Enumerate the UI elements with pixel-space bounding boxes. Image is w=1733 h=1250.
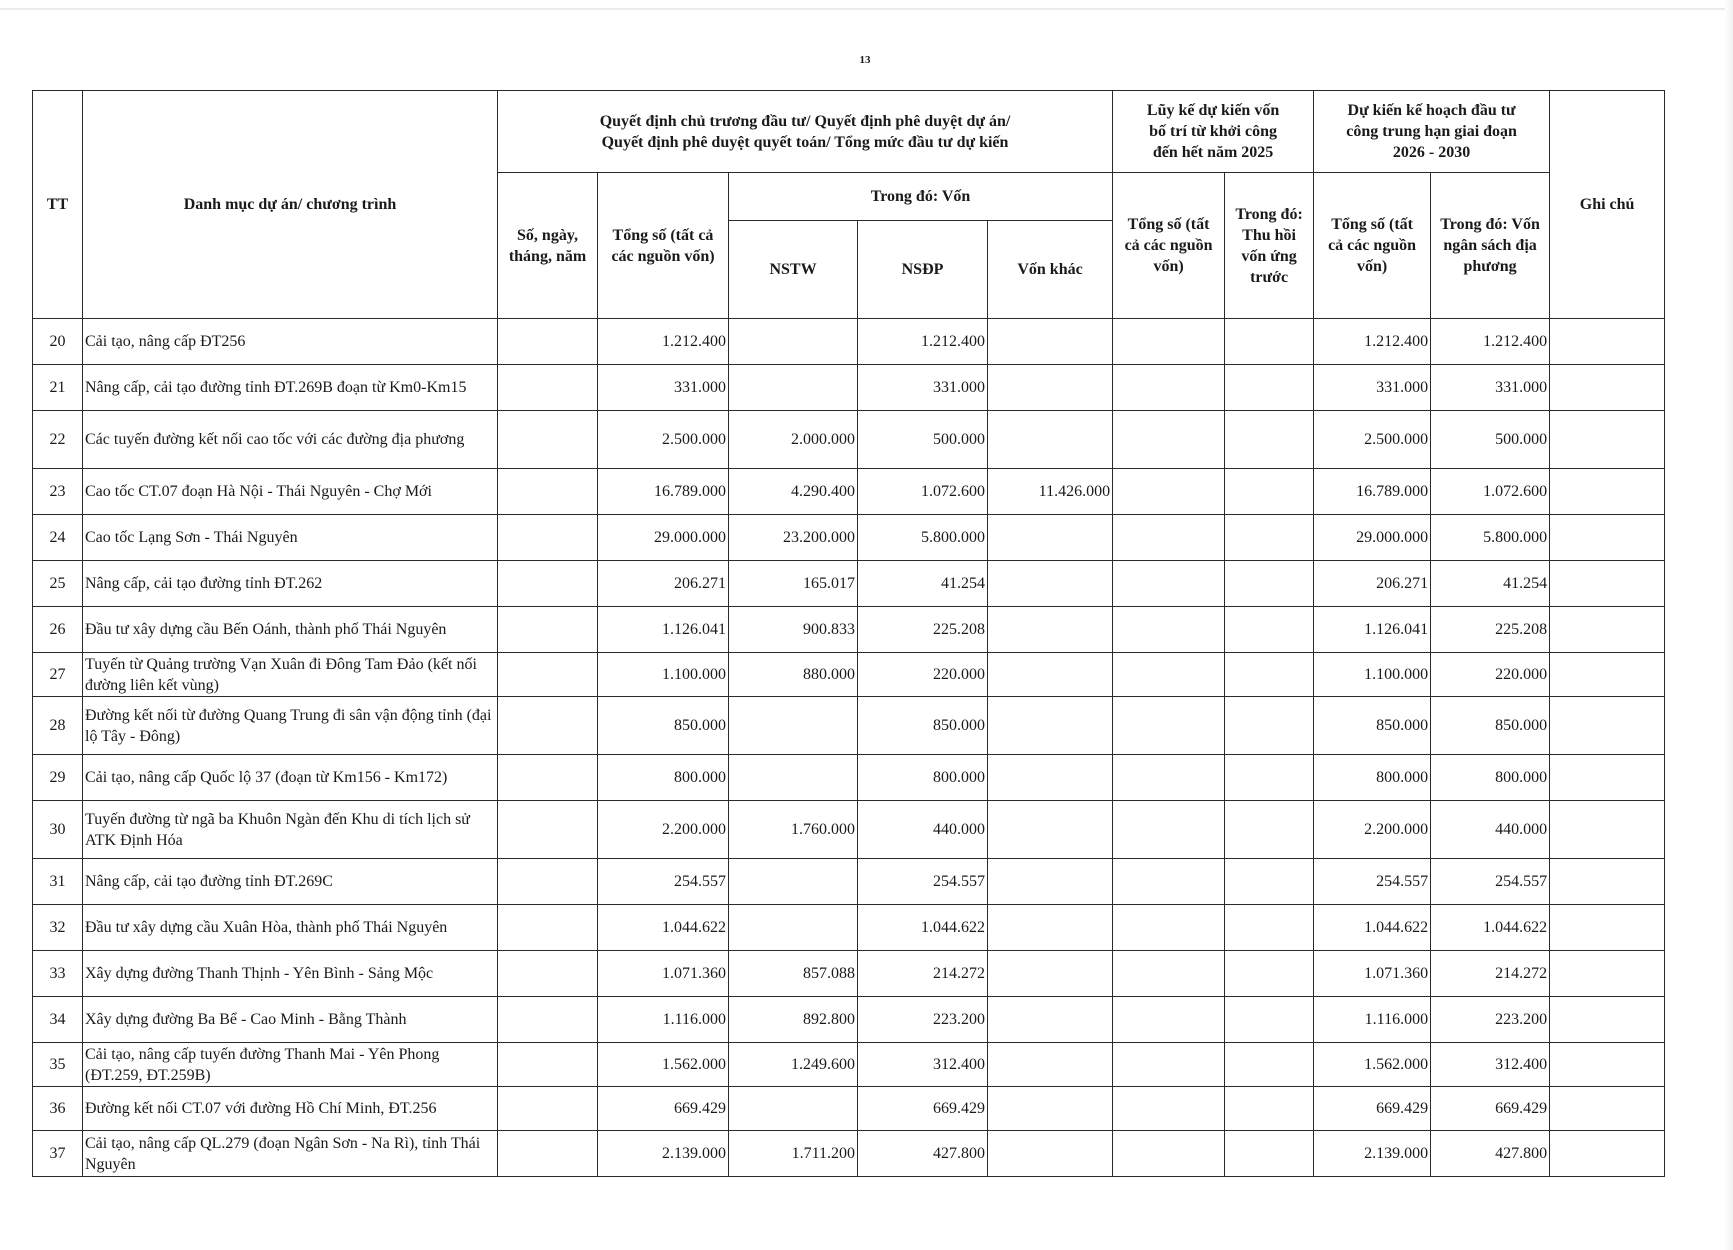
- row-so-ngay: [498, 801, 598, 859]
- row-ghi-chu: [1550, 755, 1665, 801]
- row-lk-thu-hoi: [1225, 859, 1314, 905]
- header-trong-do-nsdp: Trong đó: Vốn ngân sách địa phương: [1431, 173, 1550, 319]
- row-so-ngay: [498, 561, 598, 607]
- row-nstw: 900.833: [729, 607, 858, 653]
- row-tong: 254.557: [598, 859, 729, 905]
- row-tt: 30: [33, 801, 83, 859]
- row-dk-tong: 800.000: [1314, 755, 1431, 801]
- row-ghi-chu: [1550, 653, 1665, 697]
- row-dk-nsdp: 800.000: [1431, 755, 1550, 801]
- row-dk-nsdp: 214.272: [1431, 951, 1550, 997]
- table-row: [33, 319, 1665, 365]
- row-name: Nâng cấp, cải tạo đường tỉnh ĐT.269B đoạn từ Km0-Km15: [83, 365, 498, 411]
- row-dk-tong: 2.500.000: [1314, 411, 1431, 469]
- table-row: [33, 755, 1665, 801]
- row-dk-tong: 331.000: [1314, 365, 1431, 411]
- row-nstw: [729, 319, 858, 365]
- row-nstw: 1.711.200: [729, 1131, 858, 1177]
- row-tt: 20: [33, 319, 83, 365]
- header-tong-so-lk: Tổng số (tất cả các nguồn vốn): [1113, 173, 1225, 319]
- row-nsdp: 500.000: [858, 411, 988, 469]
- row-nstw: 23.200.000: [729, 515, 858, 561]
- row-lk-thu-hoi: [1225, 561, 1314, 607]
- row-dk-tong: 850.000: [1314, 697, 1431, 755]
- header-tt: TT: [33, 91, 83, 319]
- row-von-khac: [988, 365, 1113, 411]
- row-von-khac: [988, 997, 1113, 1043]
- row-lk-tong: [1113, 1043, 1225, 1087]
- row-lk-tong: [1113, 319, 1225, 365]
- row-ghi-chu: [1550, 1131, 1665, 1177]
- table-row: [33, 365, 1665, 411]
- row-dk-nsdp: 225.208: [1431, 607, 1550, 653]
- row-nsdp: 1.212.400: [858, 319, 988, 365]
- row-nstw: [729, 1087, 858, 1131]
- row-lk-tong: [1113, 469, 1225, 515]
- row-lk-thu-hoi: [1225, 997, 1314, 1043]
- row-tong: 1.100.000: [598, 653, 729, 697]
- header-ghi-chu: Ghi chú: [1550, 91, 1665, 319]
- header-nstw: NSTW: [729, 221, 858, 319]
- row-so-ngay: [498, 697, 598, 755]
- row-ghi-chu: [1550, 859, 1665, 905]
- row-dk-nsdp: 1.044.622: [1431, 905, 1550, 951]
- row-name: Xây dựng đường Thanh Thịnh - Yên Bình - Sảng Mộc: [83, 951, 498, 997]
- row-dk-nsdp: 440.000: [1431, 801, 1550, 859]
- row-nstw: [729, 697, 858, 755]
- row-nstw: 4.290.400: [729, 469, 858, 515]
- row-lk-tong: [1113, 859, 1225, 905]
- row-von-khac: [988, 951, 1113, 997]
- row-lk-thu-hoi: [1225, 411, 1314, 469]
- row-so-ngay: [498, 607, 598, 653]
- row-dk-tong: 206.271: [1314, 561, 1431, 607]
- row-nsdp: 440.000: [858, 801, 988, 859]
- row-name: Đường kết nối CT.07 với đường Hồ Chí Minh, ĐT.256: [83, 1087, 498, 1131]
- row-nsdp: 223.200: [858, 997, 988, 1043]
- row-so-ngay: [498, 1043, 598, 1087]
- row-dk-tong: 1.116.000: [1314, 997, 1431, 1043]
- row-lk-tong: [1113, 905, 1225, 951]
- row-tong: 1.212.400: [598, 319, 729, 365]
- row-name: Cải tạo, nâng cấp ĐT256: [83, 319, 498, 365]
- table-row: [33, 653, 1665, 697]
- row-von-khac: [988, 515, 1113, 561]
- page-number: 13: [859, 54, 871, 66]
- row-dk-nsdp: 5.800.000: [1431, 515, 1550, 561]
- row-name: Tuyến từ Quảng trường Vạn Xuân đi Đông Tam Đảo (kết nối đường liên kết vùng): [83, 653, 498, 697]
- header-danh-muc: Danh mục dự án/ chương trình: [83, 91, 498, 319]
- row-tt: 31: [33, 859, 83, 905]
- row-lk-tong: [1113, 653, 1225, 697]
- row-tt: 26: [33, 607, 83, 653]
- row-dk-tong: 2.200.000: [1314, 801, 1431, 859]
- row-name: Đường kết nối từ đường Quang Trung đi sân vận động tỉnh (đại lộ Tây - Đông): [83, 697, 498, 755]
- row-nsdp: 254.557: [858, 859, 988, 905]
- row-dk-nsdp: 220.000: [1431, 653, 1550, 697]
- row-nstw: 880.000: [729, 653, 858, 697]
- row-tong: 1.562.000: [598, 1043, 729, 1087]
- row-so-ngay: [498, 905, 598, 951]
- row-name: Đầu tư xây dựng cầu Bến Oánh, thành phố Thái Nguyên: [83, 607, 498, 653]
- row-dk-tong: 16.789.000: [1314, 469, 1431, 515]
- row-lk-thu-hoi: [1225, 365, 1314, 411]
- row-name: Tuyến đường từ ngã ba Khuôn Ngàn đến Khu di tích lịch sử ATK Định Hóa: [83, 801, 498, 859]
- row-nstw: [729, 859, 858, 905]
- row-so-ngay: [498, 951, 598, 997]
- row-dk-nsdp: 254.557: [1431, 859, 1550, 905]
- row-von-khac: [988, 1131, 1113, 1177]
- investment-table: [32, 90, 1665, 1177]
- row-so-ngay: [498, 1087, 598, 1131]
- table-row: [33, 411, 1665, 469]
- row-nsdp: 1.044.622: [858, 905, 988, 951]
- row-ghi-chu: [1550, 905, 1665, 951]
- row-tong: 850.000: [598, 697, 729, 755]
- row-dk-tong: 254.557: [1314, 859, 1431, 905]
- row-tong: 16.789.000: [598, 469, 729, 515]
- row-lk-thu-hoi: [1225, 1131, 1314, 1177]
- row-nsdp: 5.800.000: [858, 515, 988, 561]
- row-von-khac: [988, 607, 1113, 653]
- row-so-ngay: [498, 653, 598, 697]
- row-tt: 21: [33, 365, 83, 411]
- row-tt: 23: [33, 469, 83, 515]
- row-lk-thu-hoi: [1225, 515, 1314, 561]
- row-nstw: 1.760.000: [729, 801, 858, 859]
- row-lk-thu-hoi: [1225, 951, 1314, 997]
- row-so-ngay: [498, 1131, 598, 1177]
- row-nstw: 857.088: [729, 951, 858, 997]
- header-tong-so-qd: Tổng số (tất cả các nguồn vốn): [598, 173, 729, 319]
- header-so-ngay: Số, ngày, tháng, năm: [498, 173, 598, 319]
- row-lk-thu-hoi: [1225, 905, 1314, 951]
- row-dk-tong: 1.100.000: [1314, 653, 1431, 697]
- row-lk-tong: [1113, 697, 1225, 755]
- row-tt: 32: [33, 905, 83, 951]
- row-nsdp: 331.000: [858, 365, 988, 411]
- row-lk-tong: [1113, 365, 1225, 411]
- row-name: Đầu tư xây dựng cầu Xuân Hòa, thành phố Thái Nguyên: [83, 905, 498, 951]
- row-tt: 25: [33, 561, 83, 607]
- row-tong: 1.116.000: [598, 997, 729, 1043]
- table-row: [33, 607, 1665, 653]
- row-von-khac: [988, 319, 1113, 365]
- row-name: Nâng cấp, cải tạo đường tỉnh ĐT.269C: [83, 859, 498, 905]
- row-dk-nsdp: 312.400: [1431, 1043, 1550, 1087]
- row-dk-tong: 2.139.000: [1314, 1131, 1431, 1177]
- row-lk-tong: [1113, 607, 1225, 653]
- table-row: [33, 1043, 1665, 1087]
- row-dk-nsdp: 1.212.400: [1431, 319, 1550, 365]
- row-von-khac: [988, 859, 1113, 905]
- row-tong: 29.000.000: [598, 515, 729, 561]
- row-dk-nsdp: 669.429: [1431, 1087, 1550, 1131]
- row-ghi-chu: [1550, 997, 1665, 1043]
- table-row: [33, 1131, 1665, 1177]
- row-so-ngay: [498, 411, 598, 469]
- row-tong: 1.044.622: [598, 905, 729, 951]
- table-row: [33, 801, 1665, 859]
- row-lk-tong: [1113, 1087, 1225, 1131]
- row-tt: 36: [33, 1087, 83, 1131]
- row-name: Cải tạo, nâng cấp Quốc lộ 37 (đoạn từ Km156 - Km172): [83, 755, 498, 801]
- row-von-khac: [988, 653, 1113, 697]
- row-lk-thu-hoi: [1225, 653, 1314, 697]
- row-nsdp: 225.208: [858, 607, 988, 653]
- row-tt: 35: [33, 1043, 83, 1087]
- row-nstw: [729, 365, 858, 411]
- row-von-khac: [988, 561, 1113, 607]
- row-ghi-chu: [1550, 697, 1665, 755]
- row-nsdp: 800.000: [858, 755, 988, 801]
- header-trong-do-von: Trong đó: Vốn: [729, 173, 1113, 221]
- row-tt: 37: [33, 1131, 83, 1177]
- scan-top-edge: [0, 8, 1733, 10]
- row-name: Nâng cấp, cải tạo đường tỉnh ĐT.262: [83, 561, 498, 607]
- row-ghi-chu: [1550, 1043, 1665, 1087]
- row-ghi-chu: [1550, 319, 1665, 365]
- row-dk-nsdp: 500.000: [1431, 411, 1550, 469]
- row-nsdp: 427.800: [858, 1131, 988, 1177]
- row-von-khac: [988, 1043, 1113, 1087]
- header-tong-so-dk: Tổng số (tất cả các nguồn vốn): [1314, 173, 1431, 319]
- row-lk-thu-hoi: [1225, 697, 1314, 755]
- row-nstw: [729, 905, 858, 951]
- row-dk-tong: 669.429: [1314, 1087, 1431, 1131]
- row-tong: 800.000: [598, 755, 729, 801]
- row-tong: 669.429: [598, 1087, 729, 1131]
- row-ghi-chu: [1550, 951, 1665, 997]
- row-lk-tong: [1113, 411, 1225, 469]
- header-du-kien: Dự kiến kế hoạch đầu tư công trung hạn giai đoạn 2026 - 2030: [1314, 91, 1550, 173]
- row-ghi-chu: [1550, 411, 1665, 469]
- row-tt: 28: [33, 697, 83, 755]
- row-dk-tong: 1.071.360: [1314, 951, 1431, 997]
- row-tong: 1.126.041: [598, 607, 729, 653]
- row-von-khac: [988, 697, 1113, 755]
- row-nsdp: 850.000: [858, 697, 988, 755]
- row-lk-thu-hoi: [1225, 1087, 1314, 1131]
- row-tong: 2.500.000: [598, 411, 729, 469]
- row-so-ngay: [498, 469, 598, 515]
- row-ghi-chu: [1550, 515, 1665, 561]
- row-nsdp: 41.254: [858, 561, 988, 607]
- row-dk-nsdp: 223.200: [1431, 997, 1550, 1043]
- row-tong: 1.071.360: [598, 951, 729, 997]
- row-ghi-chu: [1550, 607, 1665, 653]
- row-dk-nsdp: 41.254: [1431, 561, 1550, 607]
- row-von-khac: [988, 755, 1113, 801]
- row-dk-tong: 1.126.041: [1314, 607, 1431, 653]
- row-dk-nsdp: 850.000: [1431, 697, 1550, 755]
- table-row: [33, 469, 1665, 515]
- row-name: Các tuyến đường kết nối cao tốc với các đường địa phương: [83, 411, 498, 469]
- row-dk-tong: 1.044.622: [1314, 905, 1431, 951]
- row-lk-thu-hoi: [1225, 755, 1314, 801]
- row-tt: 34: [33, 997, 83, 1043]
- row-nstw: 892.800: [729, 997, 858, 1043]
- row-name: Cao tốc Lạng Sơn - Thái Nguyên: [83, 515, 498, 561]
- row-nstw: 165.017: [729, 561, 858, 607]
- row-lk-thu-hoi: [1225, 1043, 1314, 1087]
- header-thu-hoi: Trong đó: Thu hồi vốn ứng trước: [1225, 173, 1314, 319]
- row-tt: 22: [33, 411, 83, 469]
- row-name: Cải tạo, nâng cấp tuyến đường Thanh Mai - Yên Phong (ĐT.259, ĐT.259B): [83, 1043, 498, 1087]
- row-lk-thu-hoi: [1225, 469, 1314, 515]
- row-so-ngay: [498, 859, 598, 905]
- row-ghi-chu: [1550, 469, 1665, 515]
- row-nstw: [729, 755, 858, 801]
- row-lk-tong: [1113, 801, 1225, 859]
- scan-right-edge: [1725, 0, 1733, 1250]
- row-name: Xây dựng đường Ba Bể - Cao Minh - Bằng Thành: [83, 997, 498, 1043]
- table-row: [33, 905, 1665, 951]
- row-nstw: 1.249.600: [729, 1043, 858, 1087]
- row-name: Cao tốc CT.07 đoạn Hà Nội - Thái Nguyên - Chợ Mới: [83, 469, 498, 515]
- row-von-khac: [988, 411, 1113, 469]
- header-quyet-dinh: Quyết định chủ trương đầu tư/ Quyết định phê duyệt dự án/ Quyết định phê duyệt quyết toán/ Tổng mức đầu tư dự kiến: [498, 91, 1113, 173]
- row-so-ngay: [498, 319, 598, 365]
- row-nsdp: 220.000: [858, 653, 988, 697]
- row-von-khac: 11.426.000: [988, 469, 1113, 515]
- row-tong: 206.271: [598, 561, 729, 607]
- row-nsdp: 1.072.600: [858, 469, 988, 515]
- row-tong: 331.000: [598, 365, 729, 411]
- table-row: [33, 515, 1665, 561]
- table-row: [33, 859, 1665, 905]
- row-nstw: 2.000.000: [729, 411, 858, 469]
- row-ghi-chu: [1550, 801, 1665, 859]
- row-so-ngay: [498, 755, 598, 801]
- header-nsdp: NSĐP: [858, 221, 988, 319]
- table-row: [33, 697, 1665, 755]
- row-so-ngay: [498, 515, 598, 561]
- row-ghi-chu: [1550, 561, 1665, 607]
- row-lk-tong: [1113, 561, 1225, 607]
- row-lk-tong: [1113, 755, 1225, 801]
- row-dk-nsdp: 331.000: [1431, 365, 1550, 411]
- row-so-ngay: [498, 365, 598, 411]
- row-dk-tong: 1.562.000: [1314, 1043, 1431, 1087]
- row-nsdp: 214.272: [858, 951, 988, 997]
- row-tong: 2.139.000: [598, 1131, 729, 1177]
- row-lk-tong: [1113, 515, 1225, 561]
- row-name: Cải tạo, nâng cấp QL.279 (đoạn Ngân Sơn - Na Rì), tỉnh Thái Nguyên: [83, 1131, 498, 1177]
- row-dk-tong: 29.000.000: [1314, 515, 1431, 561]
- row-tt: 24: [33, 515, 83, 561]
- row-von-khac: [988, 801, 1113, 859]
- row-lk-thu-hoi: [1225, 801, 1314, 859]
- table-row: [33, 951, 1665, 997]
- row-lk-thu-hoi: [1225, 319, 1314, 365]
- row-so-ngay: [498, 997, 598, 1043]
- table-row: [33, 1087, 1665, 1131]
- row-ghi-chu: [1550, 1087, 1665, 1131]
- row-dk-nsdp: 427.800: [1431, 1131, 1550, 1177]
- row-von-khac: [988, 905, 1113, 951]
- table-row: [33, 997, 1665, 1043]
- header-von-khac: Vốn khác: [988, 221, 1113, 319]
- row-lk-tong: [1113, 1131, 1225, 1177]
- table-row: [33, 561, 1665, 607]
- row-nsdp: 312.400: [858, 1043, 988, 1087]
- row-tt: 29: [33, 755, 83, 801]
- row-lk-tong: [1113, 951, 1225, 997]
- row-tong: 2.200.000: [598, 801, 729, 859]
- row-ghi-chu: [1550, 365, 1665, 411]
- row-tt: 33: [33, 951, 83, 997]
- header-luy-ke: Lũy kế dự kiến vốn bố trí từ khởi công đến hết năm 2025: [1113, 91, 1314, 173]
- row-tt: 27: [33, 653, 83, 697]
- row-dk-nsdp: 1.072.600: [1431, 469, 1550, 515]
- row-lk-tong: [1113, 997, 1225, 1043]
- row-lk-thu-hoi: [1225, 607, 1314, 653]
- row-von-khac: [988, 1087, 1113, 1131]
- row-dk-tong: 1.212.400: [1314, 319, 1431, 365]
- row-nsdp: 669.429: [858, 1087, 988, 1131]
- table-body: [33, 319, 1665, 1177]
